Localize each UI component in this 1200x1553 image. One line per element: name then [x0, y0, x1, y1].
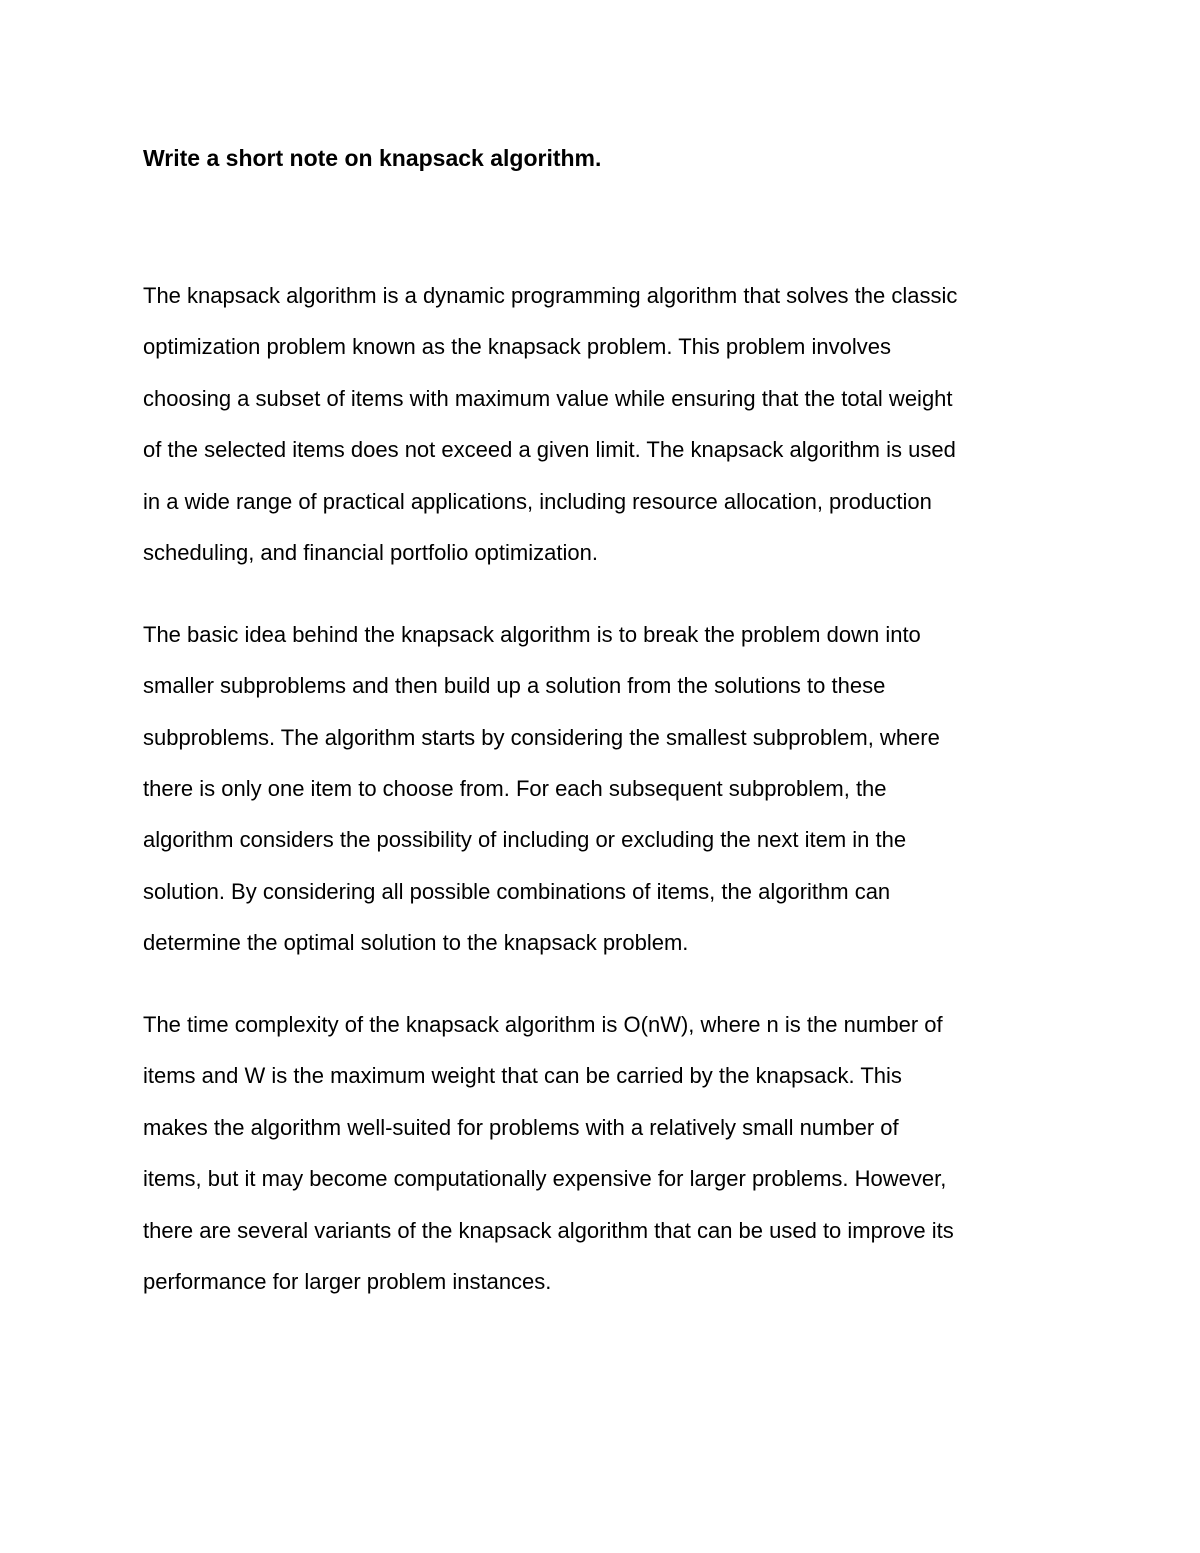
- paragraph-1-line: The knapsack algorithm is a dynamic programming algorithm that solves the classic: [143, 283, 958, 308]
- paragraph-3-line: items and W is the maximum weight that can be carried by the knapsack. This: [143, 1063, 902, 1088]
- paragraph-1-line: in a wide range of practical applications, including resource allocation, production: [143, 489, 932, 514]
- paragraph-1-line: choosing a subset of items with maximum value while ensuring that the total weight: [143, 386, 953, 411]
- paragraph-3-line: there are several variants of the knapsack algorithm that can be used to improve its: [143, 1218, 954, 1243]
- paragraph-1-line: of the selected items does not exceed a given limit. The knapsack algorithm is used: [143, 437, 956, 462]
- paragraph-2-line: determine the optimal solution to the knapsack problem.: [143, 930, 689, 955]
- paragraph-1-line: optimization problem known as the knapsack problem. This problem involves: [143, 334, 891, 359]
- paragraph-3-line: The time complexity of the knapsack algorithm is O(nW), where n is the number of: [143, 1012, 943, 1037]
- paragraph-2-line: The basic idea behind the knapsack algorithm is to break the problem down into: [143, 622, 921, 647]
- paragraph-3-line: items, but it may become computationally expensive for larger problems. However,: [143, 1166, 947, 1191]
- paragraph-1-line: scheduling, and financial portfolio optimization.: [143, 540, 598, 565]
- document-title: Write a short note on knapsack algorithm.: [143, 145, 602, 171]
- paragraph-2-line: algorithm considers the possibility of including or excluding the next item in the: [143, 827, 907, 852]
- paragraph-2-line: there is only one item to choose from. For each subsequent subproblem, the: [143, 776, 887, 801]
- paragraph-2-line: solution. By considering all possible combinations of items, the algorithm can: [143, 879, 891, 904]
- paragraph-3-line: makes the algorithm well-suited for problems with a relatively small number of: [143, 1115, 899, 1140]
- paragraph-2-line: smaller subproblems and then build up a solution from the solutions to these: [143, 673, 886, 698]
- paragraph-3-line: performance for larger problem instances.: [143, 1269, 552, 1294]
- paragraph-2-line: subproblems. The algorithm starts by considering the smallest subproblem, where: [143, 725, 940, 750]
